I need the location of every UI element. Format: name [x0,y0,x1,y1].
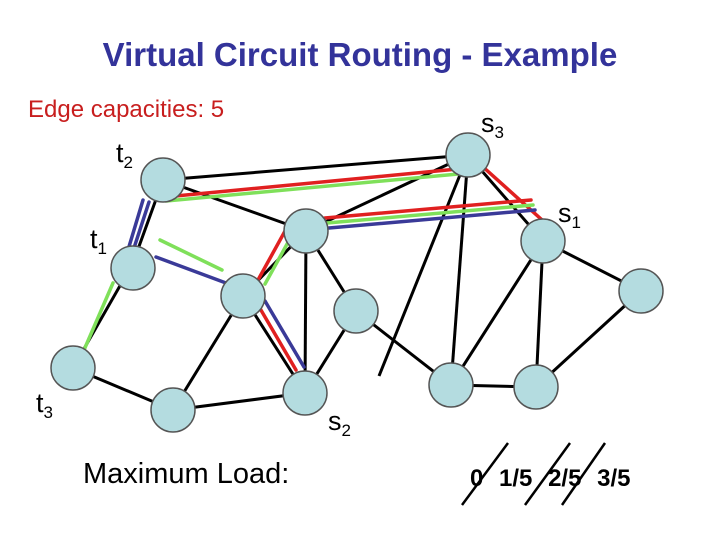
load-value: 1/5 [499,465,533,492]
label-t3: $t_3$ [36,388,53,422]
label-t2: $t_2$ [116,138,133,172]
edge [451,241,543,385]
node-bottom-center [429,363,473,407]
max-load-label: Maximum Load: [83,458,290,490]
node-t1 [111,246,155,290]
path-green-t1 [84,283,113,350]
load-values [470,465,640,493]
label-s1: $s_1$ [558,198,581,232]
load-value: 2/5 [548,465,582,492]
node-middle-left [221,274,265,318]
path-blue-s2 [265,301,304,367]
edge [305,231,306,393]
node-bottom-left [151,388,195,432]
node-right [619,269,663,313]
load-value: 3/5 [597,465,631,492]
capacity-note: Edge capacities: 5 [28,96,225,123]
node-bottom-right [514,365,558,409]
label-t1: $t_1$ [90,224,107,258]
label-s2: $s_2$ [328,406,351,440]
edge [163,180,306,231]
node-top-middle [284,209,328,253]
load-value: 0 [470,465,484,492]
node-s2 [283,371,327,415]
node-t3 [51,346,95,390]
slide-title: Virtual Circuit Routing - Example [102,36,618,73]
node-t2 [141,158,185,202]
path-green-mid [160,240,222,270]
path-red-s2 [258,305,296,370]
label-s3: $s_3$ [481,108,504,142]
path-red-s3 [165,168,468,197]
node-center [334,289,378,333]
path-blue-mid [156,257,226,283]
